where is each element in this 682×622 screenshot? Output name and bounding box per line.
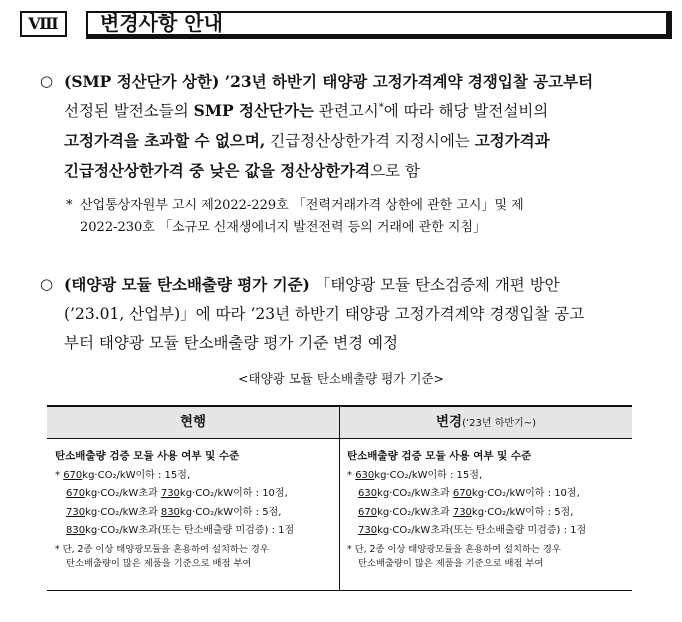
t: kg·CO₂/kW초과 — [85, 506, 161, 518]
footnote-mark: * — [378, 101, 384, 113]
threshold: 730 — [358, 525, 378, 536]
cell-current — [55, 447, 341, 571]
threshold: 630 — [355, 469, 375, 481]
cell-footnote: * 단, 2종 이상 태양광모듈을 혼용하여 설치하는 경우 — [55, 543, 269, 555]
threshold: 670 — [452, 488, 472, 499]
section-number: Ⅷ — [20, 11, 67, 37]
item-carbon-criteria — [40, 270, 675, 358]
t: kg·CO₂/kW초과(또는 탄소배출량 미검증) : 1점 — [377, 525, 587, 536]
score-line — [55, 485, 341, 504]
threshold: 730 — [66, 506, 86, 518]
item-smp-cap-line4 — [64, 156, 675, 186]
table-caption: <태양광 모듈 탄소배출량 평가 기준> — [238, 371, 444, 386]
text: 에 따라 해당 발전설비의 — [383, 102, 549, 120]
text: 관련고시 — [313, 102, 379, 120]
score-line — [55, 467, 341, 486]
t: kg·CO₂/kW초과(또는 탄소배출량 미검증) : 1점 — [85, 525, 295, 536]
threshold: 730 — [160, 488, 180, 499]
t: * — [347, 469, 356, 481]
t: kg·CO₂/kW이하 : 15점, — [374, 469, 483, 481]
column-header-changed — [340, 407, 632, 438]
score-line — [347, 485, 633, 504]
bold-text: 고정가격과 — [474, 131, 550, 150]
threshold: 670 — [66, 488, 86, 499]
threshold: 730 — [452, 506, 472, 518]
t: kg·CO₂/kW이하 : 10점, — [179, 488, 288, 499]
item-smp-cap-line2 — [64, 96, 675, 126]
threshold: 830 — [160, 506, 180, 518]
item-smp-cap — [40, 67, 675, 186]
cell-footnote: 탄소배출량이 많은 제품을 기준으로 배점 부여 — [358, 557, 544, 569]
score-line — [347, 522, 633, 541]
footnote-line2: 2022-230호 「소규모 신재생에너지 발전전력 등의 거래에 관한 지침」 — [80, 220, 487, 235]
footnote — [66, 195, 672, 239]
item-carbon-line2: (’23.01, 산업부)」에 따라 ’23년 하반기 태양광 고정가격계약 경쟁입찰 공고 — [64, 305, 585, 323]
footnote-asterisk: * — [66, 198, 73, 213]
cell-footnote: * 단, 2종 이상 태양광모듈을 혼용하여 설치하는 경우 — [347, 543, 561, 555]
item-smp-cap-line3 — [64, 126, 675, 156]
score-line — [55, 522, 341, 541]
comparison-table — [47, 405, 632, 591]
t: kg·CO₂/kW이하 : 5점, — [179, 506, 282, 518]
t: * — [55, 469, 64, 481]
text: 선정된 발전소들의 — [64, 102, 194, 120]
section-title: 변경사항 안내 — [86, 11, 672, 39]
score-line — [55, 504, 341, 523]
score-line — [347, 504, 633, 523]
threshold: 830 — [66, 525, 86, 536]
header-subtext: (’23년 하반기~) — [462, 418, 536, 429]
threshold: 670 — [63, 469, 83, 481]
t: kg·CO₂/kW이하 : 15점, — [82, 469, 191, 481]
cell-title: 탄소배출량 검증 모듈 사용 여부 및 수준 — [347, 450, 532, 462]
footnote-line1: 산업통상자원부 고시 제2022-229호 「전력거래가격 상한에 관한 고시」및 제 — [80, 198, 524, 213]
item-smp-cap-lead: (SMP 정산단가 상한) ’23년 하반기 태양광 고정가격계약 경쟁입찰 공고부터 — [64, 72, 594, 91]
t: kg·CO₂/kW초과 — [85, 488, 161, 499]
cell-footnote: 탄소배출량이 많은 제품을 기준으로 배점 부여 — [66, 557, 252, 569]
t: kg·CO₂/kW초과 — [377, 488, 453, 499]
threshold: 670 — [358, 506, 378, 518]
header-text: 변경 — [436, 414, 463, 430]
cell-changed — [347, 447, 633, 571]
bold-text: 긴급정산상한가격 중 낮은 값을 정산상한가격 — [64, 161, 371, 180]
item-carbon-line1 — [64, 270, 675, 300]
score-line — [347, 467, 633, 486]
item-carbon-line3: 부터 태양광 모듈 탄소배출량 평가 기준 변경 예정 — [64, 334, 398, 352]
cell-title: 탄소배출량 검증 모듈 사용 여부 및 수준 — [55, 450, 240, 462]
section-header — [20, 11, 672, 41]
text: 긴급정산상한가격 지정시에는 — [265, 132, 475, 150]
t: kg·CO₂/kW이하 : 5점, — [471, 506, 574, 518]
bold-text: SMP 정산단가는 — [193, 101, 314, 120]
column-header-current: 현행 — [179, 414, 207, 430]
bold-text: 고정가격을 초과할 수 없으며, — [64, 131, 266, 150]
bullet-circle: ○ — [40, 72, 54, 90]
t: kg·CO₂/kW이하 : 10점, — [471, 488, 580, 499]
threshold: 630 — [358, 488, 378, 499]
text: 「태양광 모듈 탄소검증제 개편 방안 — [309, 276, 560, 294]
text: 으로 함 — [370, 162, 420, 180]
bold-text: (태양광 모듈 탄소배출량 평가 기준) — [64, 275, 310, 294]
bullet-circle: ○ — [40, 275, 54, 293]
t: kg·CO₂/kW초과 — [377, 506, 453, 518]
